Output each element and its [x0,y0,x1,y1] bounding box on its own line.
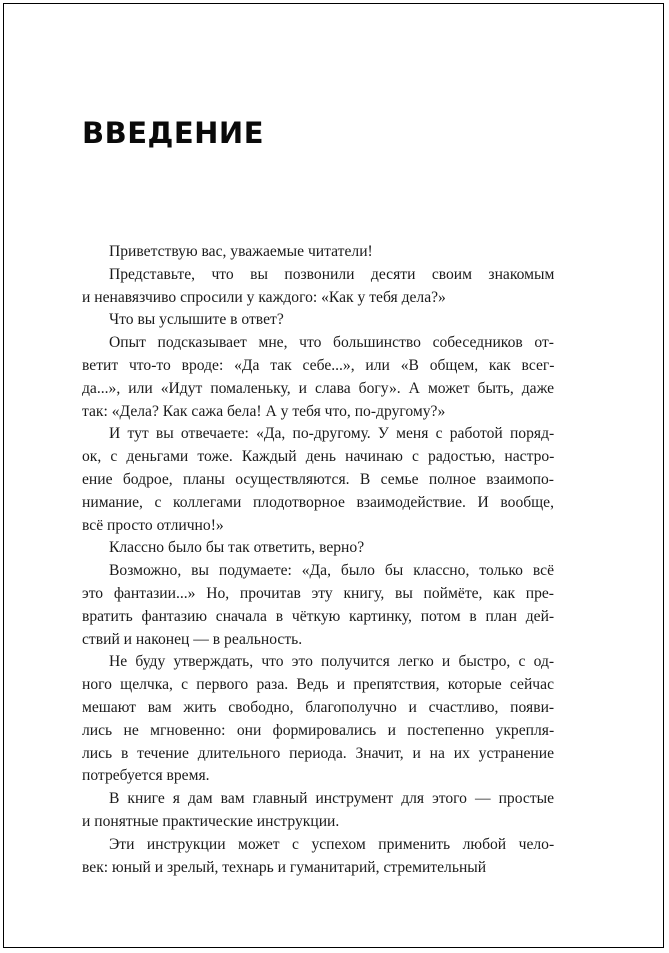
text-line: В книге я дам вам главный инструмент для этого — простые [109,790,555,808]
text-line: Эти инструкции может с успехом применить любой чело- [109,835,555,853]
text-line: и понятные практические инструкции. [82,812,340,830]
text-line: мешают вам жить свободно, благополучно и счастливо, появи- [82,698,555,716]
paragraph [82,560,554,651]
paragraph [82,788,554,834]
text-line: Что вы услышите в ответ? [109,311,284,329]
text-line: век: юный и зрелый, технарь и гуманитарий, стремительный [82,858,487,876]
text-line: Представьте, что вы позвонили десяти своим знакомым [109,265,555,283]
paragraph [82,537,554,560]
text-line: Приветствую вас, уважаемые читатели! [109,243,373,260]
text-line: ок, с деньгами тоже. Каждый день начинаю с радостью, настро- [82,448,555,466]
text-line: потребуется время. [82,767,210,785]
text-line: ного щелчка, с первого раза. Ведь и препятствия, которые сейчас [82,676,554,694]
text-line: вратить фантазию сначала в чёткую картинку, потом в план дей- [82,607,555,625]
text-line: да...», или «Идут помаленьку, и слава богу». А может быть, даже [82,379,555,397]
text-line: ение бодрое, планы осуществляются. В семье полное взаимопо- [82,470,554,488]
paragraph [82,332,554,423]
text-line: ствий и наконец — в реальность. [82,630,303,648]
text-line: всё просто отлично!» [82,516,224,534]
book-page [3,3,664,948]
paragraph [82,834,554,880]
body-text [82,241,554,879]
text-line: лись в течение длительного периода. Значит, и на их устранение [82,744,554,762]
paragraph [82,651,554,788]
text-line: ветит что-то вроде: «Да так себе...», или «В общем, как всег- [82,356,555,374]
text-line: Опыт подсказывает мне, что большинство собеседников от- [109,334,554,352]
paragraph [82,309,554,332]
paragraph [82,264,554,310]
text-line: и ненавязчиво спросили у каждого: «Как у тебя дела?» [82,288,446,306]
text-line: И тут вы отвечаете: «Да, по-другому. У меня с работой поряд- [109,425,555,443]
text-line: так: «Дела? Как сажа бела! А у тебя что, по-другому?» [82,402,446,420]
text-line: нимание, с коллегами плодотворное взаимодействие. И вообще, [82,493,554,511]
text-line: лись не мгновенно: они формировались и постепенно укрепля- [82,721,555,739]
text-line: Возможно, вы подумаете: «Да, было бы классно, только всё [109,562,554,580]
paragraph [82,423,554,537]
paragraph [82,241,554,264]
text-line: Классно было бы так ответить, верно? [109,539,365,557]
chapter-heading: ВВЕДЕНИЕ [82,116,265,150]
text-line: это фантазии...» Но, прочитав эту книгу, вы поймёте, как пре- [82,584,554,602]
text-line: Не буду утверждать, что это получится легко и быстро, с од- [109,653,555,671]
